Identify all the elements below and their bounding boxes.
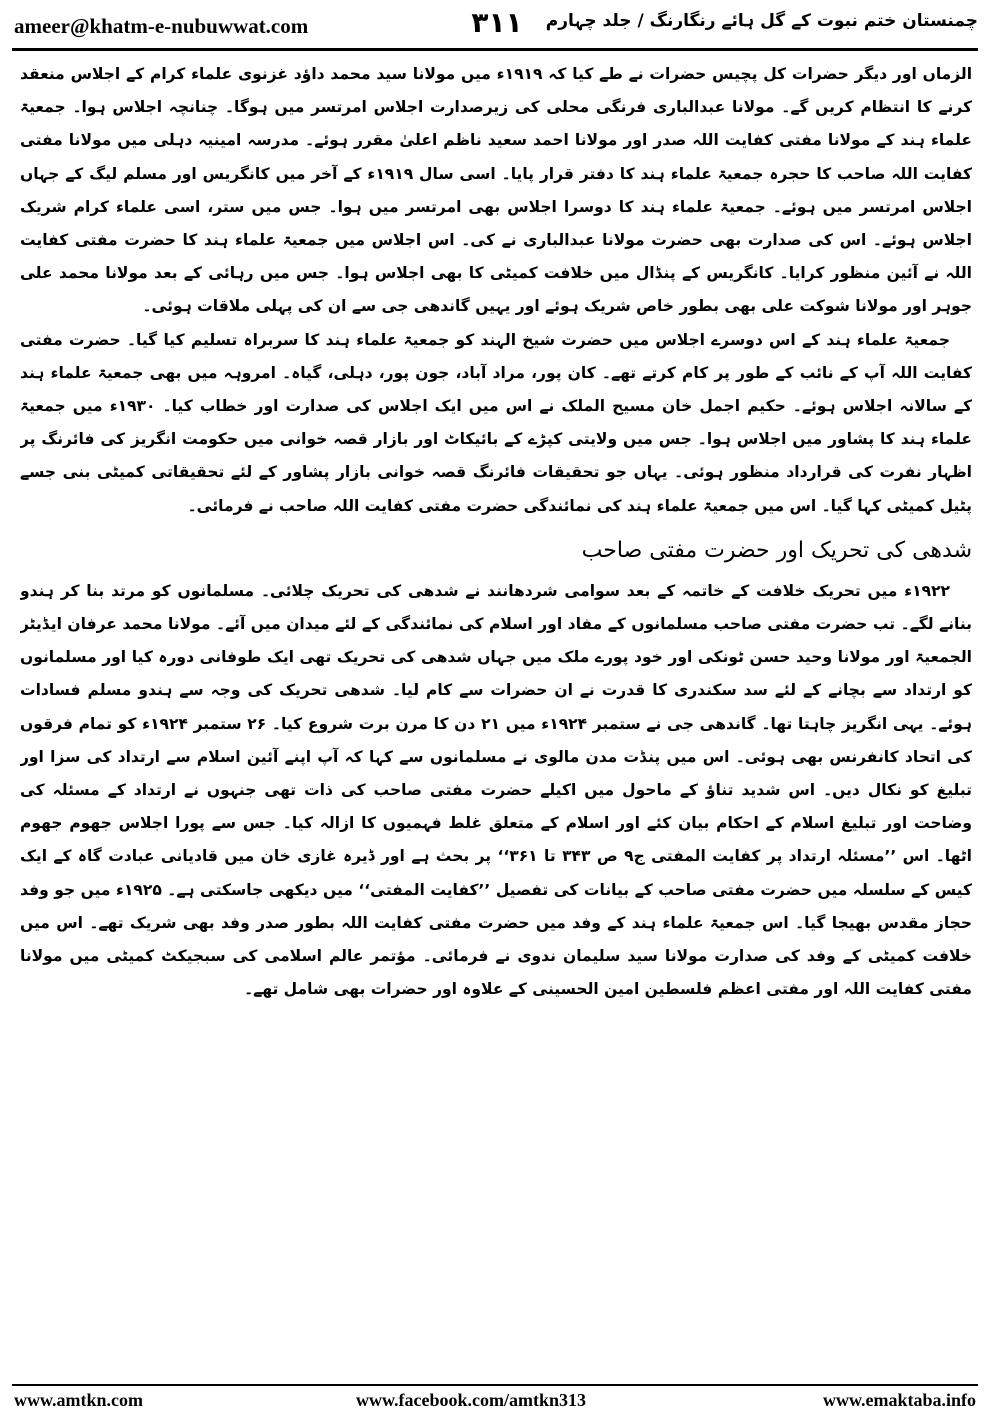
body-paragraph-1: الزماں اور دیگر حضرات کل پچیس حضرات نے طے کیا کہ ۱۹۱۹ء میں مولانا سید محمد داؤد غزنوی علماء کرام کے اجلاس منعقد کرنے کا انتظام کریں گے۔ مولانا عبدالباری فرنگی محلی کی زیرصدارت اجلاس امرتسر میں ہوگا۔ چنانچہ اجلاس ہوا۔ جمعیۃ علماء ہند کے مولانا مفتی کفایت اللہ صدر اور مولانا احمد سعید ناظم اعلیٰ مقرر ہوئے۔ مدرسہ امینیہ دہلی میں مولانا مفتی کفایت اللہ صاحب کا حجرہ جمعیۃ علماء ہند کا دفتر قرار پایا۔ اسی سال ۱۹۱۹ء کے آخر میں کانگریس اور مسلم لیگ کے جہاں اجلاس امرتسر میں ہوئے۔ جمعیۃ علماء ہند کا دوسرا اجلاس بھی امرتسر میں ہوا۔ جس میں ستر، اسی علماء کرام شریک اجلاس ہوئے۔ اس کی صدارت بھی حضرت مولانا عبدالباری نے کی۔ اس اجلاس میں جمعیۃ علماء ہند کا حضرت مفتی کفایت اللہ نے آئین منظور کرایا۔ کانگریس کے پنڈال میں خلافت کمیٹی کا بھی اجلاس ہوا۔ جس میں رہائی کے بعد مولانا محمد علی جوہر اور مولانا شوکت علی بھی بطور خاص شریک ہوئے اور یہیں گاندھی جی سے ان کی پہلی ملاقات ہوئی۔: [20, 65, 972, 316]
body-paragraph-2: جمعیۃ علماء ہند کے اس دوسرے اجلاس میں حضرت شیخ الہند کو جمعیۃ علماء ہند کا سربراہ تسلیم کیا گیا۔ حضرت مفتی کفایت اللہ آپ کے نائب کے طور پر کام کرتے تھے۔ کان پور، مراد آباد، جون پور، دہلی، گیاہ۔ امروہہ میں بھی جمعیۃ علماء ہند کے سالانہ اجلاس ہوئے۔ حکیم اجمل خان مسیح الملک نے اس میں ایک اجلاس کی صدارت اور خطاب کیا۔ ۱۹۳۰ء میں جمعیۃ علماء ہند کا پشاور میں اجلاس ہوا۔ جس میں ولایتی کپڑے کے بائیکاٹ اور بازار قصہ خوانی میں حکومت انگریز کی فائرنگ پر اظہار نفرت کی قرارداد منظور ہوئی۔ یہاں جو تحقیقات فائرنگ قصہ خوانی بازار پشاور کے لئے تحقیقاتی کمیٹی بنی جسے پٹیل کمیٹی کہا گیا۔ اس میں جمعیۃ علماء ہند کی نمائندگی حضرت مفتی کفایت اللہ صاحب نے فرمائی۔: [20, 330, 972, 515]
footer-url-right: www.emaktaba.info: [822, 1390, 976, 1410]
footer-url-center: www.facebook.com/amtkn313: [356, 1390, 586, 1410]
page-number: ۳۱۱: [471, 6, 523, 39]
header-rule: [12, 48, 978, 51]
book-title: چمنستان ختم نبوت کے گل ہائے رنگارنگ / جلد چہارم: [545, 11, 978, 31]
section-paragraph-1: ۱۹۲۲ء میں تحریک خلافت کے خاتمہ کے بعد سوامی شردھانند نے شدھی کی تحریک چلائی۔ مسلمانوں کو مرتد بنا کر ہندو بنانے لگے۔ تب حضرت مفتی صاحب مسلمانوں کے مفاد اور اسلام کی نمائندگی کے لئے میدان میں آئے۔ مولانا محمد عرفان ایڈیٹر الجمعیۃ اور مولانا وحید حسن ٹونکی اور خود پورے ملک میں جہاں شدھی کی تحریک تھی ایک طوفانی دورہ کیا اور مسلمانوں کو ارتداد سے بچانے کے لئے سد سکندری کا قدرت نے ان حضرات سے کام لیا۔ شدھی تحریک کی وجہ سے ہندو مسلم فسادات ہوئے۔ یہی انگریز چاہتا تھا۔ گاندھی جی نے ستمبر ۱۹۲۴ء میں ۲۱ دن کا مرن برت شروع کیا۔ ۲۶ ستمبر ۱۹۲۴ء کو تمام فرقوں کی اتحاد کانفرنس بھی ہوئی۔ اس میں پنڈت مدن مالوی نے مسلمانوں سے کہا کہ آپ اپنے آئین اسلام سے ارتداد کی سزا اور تبلیغ کو نکال دیں۔ اس شدید تناؤ کے ماحول میں اکیلے حضرت مفتی صاحب کی ذات تھی جنہوں نے ارتداد کے مسئلہ کی وضاحت اور تبلیغ اسلام کے احکام بیان کئے اور اسلام کے متعلق غلط فہمیوں کا ازالہ کیا۔ جس سے پورا اجلاس جھوم جھوم اٹھا۔ اس ’’مسئلہ ارتداد پر کفایت المفتی ج۹ ص ۳۴۳ تا ۳۶۱‘‘ پر بحث ہے اور ڈیرہ غازی خان میں قادیانی عبادت گاہ کے ایک کیس کے سلسلہ میں حضرت مفتی صاحب کے بیانات کی تفصیل ’’کفایت المفتی‘‘ میں دیکھی جاسکتی ہے۔ ۱۹۲۵ء میں جو وفد حجاز مقدس بھیجا گیا۔ اس جمعیۃ علماء ہند کے وفد میں حضرت مفتی کفایت اللہ بطور صدر وفد بھی شریک تھے۔ اس میں خلافت کمیٹی کے وفد کی صدارت مولانا سید سلیمان ندوی نے فرمائی۔ مؤتمر عالم اسلامی کی سبجیکٹ کمیٹی میں مولانا مفتی کفایت اللہ اور مفتی اعظم فلسطین امین الحسینی کے علاوہ اور حضرات بھی شامل تھے۔: [20, 581, 972, 999]
page-header: [0, 0, 990, 52]
page-body: [20, 58, 972, 1368]
header-email: ameer@khatm-e-nubuwwat.com: [14, 14, 309, 38]
footer-url-left: www.amtkn.com: [14, 1390, 143, 1410]
page-footer: [0, 1388, 990, 1418]
footer-rule: [12, 1384, 978, 1386]
section-heading: شدھی کی تحریک اور حضرت مفتی صاحب: [581, 537, 972, 563]
